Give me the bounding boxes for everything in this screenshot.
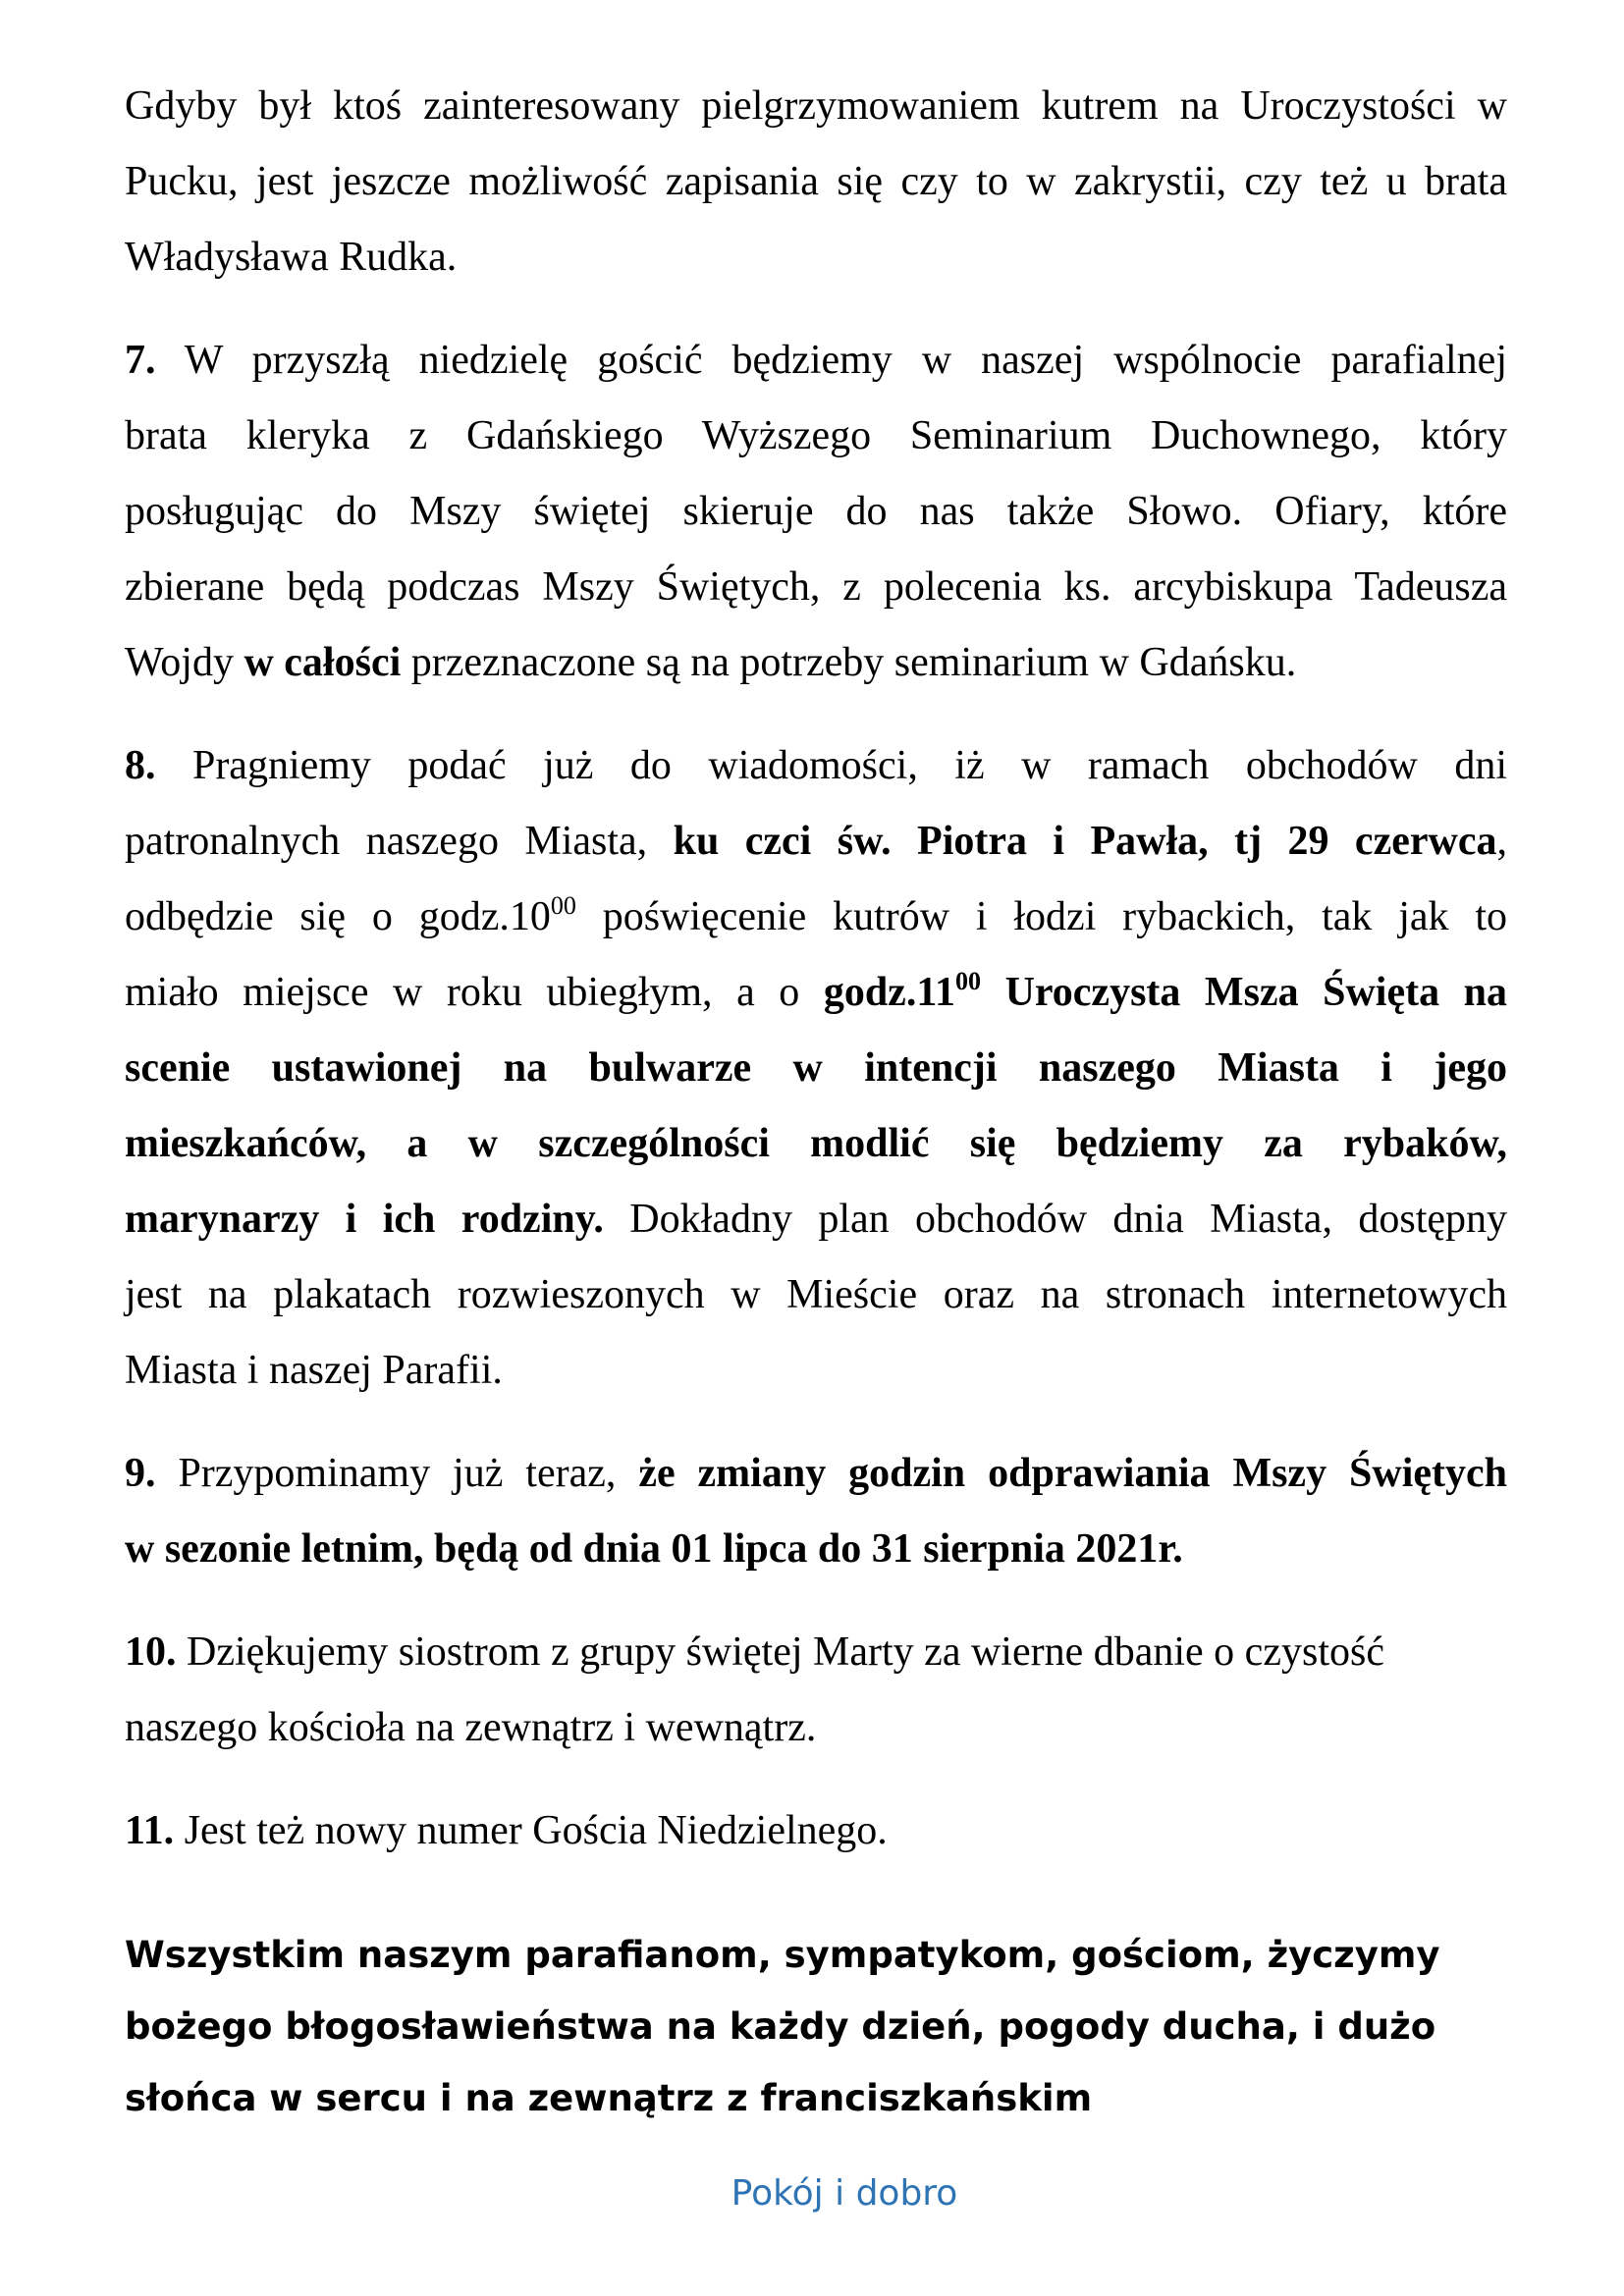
item-7-bold-text: w całości: [244, 640, 402, 685]
announcement-intro: [125, 69, 1507, 295]
mass-time: godz.11: [823, 970, 955, 1015]
announcement-10: [125, 1615, 1507, 1766]
item-7-text: W przyszłą niedzielę gościć będziemy w naszej wspólnocie parafialnej: [155, 338, 1507, 383]
announcement-11: [125, 1793, 1507, 1869]
item-7-line-1: [125, 323, 1507, 399]
intro-line-1: Gdyby był ktoś zainteresowany pielgrzymowaniem kutrem na Uroczystości w: [125, 83, 1507, 129]
item-8-bold-text: ku czci św. Piotra i Pawła, tj 29 czerwca: [673, 819, 1497, 864]
closing-line-1: Wszystkim naszym parafianom, sympatykom, gościom, życzymy: [125, 1934, 1440, 1976]
item-10-line-1: [125, 1615, 1507, 1690]
closing-line-3: słońca w sercu i na zewnątrz z franciszkańskim: [125, 2077, 1093, 2119]
item-8-line-2: [125, 804, 1507, 880]
item-8-text: miało miejsce w roku ubiegłym, a o: [125, 970, 824, 1015]
item-11-line-1: [125, 1793, 1507, 1869]
item-7-line-4: zbierane będą podczas Mszy Świętych, z polecenia ks. arcybiskupa Tadeusza: [125, 564, 1507, 610]
item-9-bold-text: że zmiany godzin odprawiania Mszy Świętych: [638, 1451, 1508, 1496]
closing-line-2: bożego błogosławieństwa na każdy dzień, pogody ducha, i dużo: [125, 2005, 1436, 2048]
item-8-text: Dokładny plan obchodów dnia Miasta, dostępny: [603, 1197, 1508, 1242]
item-10-text: Dziękujemy siostrom z grupy świętej Marty za wierne dbanie o czystość: [176, 1629, 1384, 1675]
item-7-line-3: posługując do Mszy świętej skieruje do nas także Słowo. Ofiary, które: [125, 489, 1507, 534]
item-9-text: Przypominamy już teraz,: [155, 1451, 639, 1496]
item-8-line-6: [125, 1106, 1507, 1182]
item-9-bold-text: w sezonie letnim, będą od dnia 01 lipca do 31 sierpnia 2021r.: [125, 1526, 1183, 1572]
announcement-8: [125, 728, 1507, 1409]
announcement-9: [125, 1436, 1507, 1587]
time-superscript: 00: [955, 966, 982, 995]
item-number: 10.: [125, 1629, 177, 1675]
item-8-bold-text: marynarzy i ich rodziny.: [125, 1197, 604, 1242]
time-superscript: 00: [550, 890, 576, 920]
announcement-7: [125, 323, 1507, 701]
item-11-text: Jest też nowy numer Gościa Niedzielnego.: [174, 1808, 888, 1853]
item-number: 7.: [125, 338, 156, 383]
blessing-footer: Pokój i dobro: [731, 2173, 958, 2214]
item-7-line-2: brata kleryka z Gdańskiego Wyższego Seminarium Duchownego, który: [125, 413, 1507, 458]
item-8-line-1: [125, 728, 1507, 804]
item-8-line-8: jest na plakatach rozwieszonych w Mieście oraz na stronach internetowych: [125, 1272, 1507, 1317]
intro-line-3: Władysława Rudka.: [125, 235, 458, 280]
item-8-bold-text: mieszkańców, a w szczególności modlić się będziemy za rybaków,: [125, 1121, 1507, 1166]
item-number: 8.: [125, 743, 156, 788]
item-8-text: Pragniemy podać już do wiadomości, iż w ramach obchodów dni: [155, 743, 1507, 788]
intro-line-2: Pucku, jest jeszcze możliwość zapisania się czy to w zakrystii, czy też u brata: [125, 159, 1507, 204]
item-number: 11.: [125, 1808, 175, 1853]
item-8-line-4: [125, 955, 1507, 1031]
item-7-text: przeznaczone są na potrzeby seminarium w Gdańsku.: [401, 640, 1297, 685]
closing-wishes: [125, 1919, 1507, 2134]
item-7-line-5: [125, 625, 1507, 701]
item-8-line-7: [125, 1182, 1507, 1257]
item-8-text: odbędzie się o godz.10: [125, 894, 551, 939]
item-8-bold-text: [823, 966, 1507, 1015]
mass-title: Uroczysta Msza Święta na: [981, 970, 1507, 1015]
item-10-line-2: naszego kościoła na zewnątrz i wewnątrz.: [125, 1705, 817, 1750]
item-8-text: patronalnych naszego Miasta,: [125, 819, 674, 864]
item-8-line-9: Miasta i naszej Parafii.: [125, 1348, 503, 1393]
item-8-bold-text: scenie ustawionej na bulwarze w intencji naszego Miasta i jego: [125, 1045, 1507, 1091]
item-8-text: poświęcenie kutrów i łodzi rybackich, tak jak to: [575, 894, 1507, 939]
item-8-line-5: [125, 1031, 1507, 1106]
item-8-line-3: [125, 880, 1507, 955]
item-9-line-1: [125, 1436, 1507, 1512]
item-8-text: ,: [1496, 819, 1507, 864]
item-9-line-2: [125, 1512, 1507, 1587]
item-number: 9.: [125, 1451, 156, 1496]
item-7-text: Wojdy: [125, 640, 244, 685]
